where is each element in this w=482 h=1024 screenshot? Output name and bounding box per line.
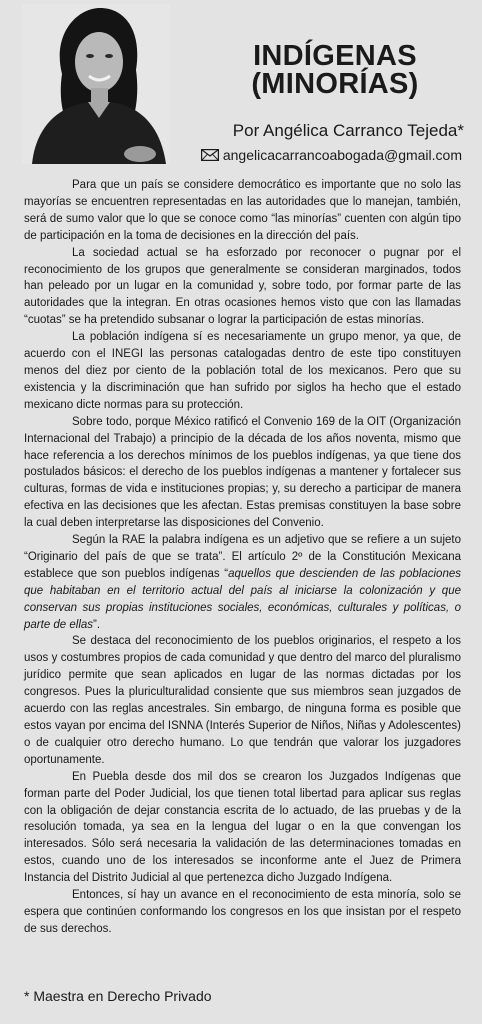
column-title [200, 42, 470, 98]
paragraph-7: En Puebla desde dos mil dos se crearon los Juzgados Indígenas que forman parte del Poder Judicial, los que tienen total libertad para aplicar sus reglas con la obligación de dejar constancia escrita de lo actuado, de las pruebas y de la resolución tomada, ya sea en la lengua del lugar o en la que convengan los interesados. Sólo será necesaria la validación de las determinaciones tomadas en estos, cuando uno de los interesados se inconforme ante el Juez de Primera Instancia del Distrito Judicial al que pertenezca dicho Juzgado Indígena. [24, 770, 461, 885]
paragraph-2: La sociedad actual se ha esforzado por reconocer o pugnar por el reconocimiento de los grupos que generalmente se consideran marginados, todos han peleado por un lugar en la comunidad y, sobre todo, por formar parte de las autoridades que la integran. En otras ocasiones hemos visto que con las llamadas “cuotas” se ha pretendido subsanar o lograr la participación de estas minorías. [24, 246, 461, 327]
author-photo [22, 4, 170, 164]
paragraph-5-tail: ”. [93, 618, 101, 631]
title-line-1: INDÍGENAS [253, 40, 417, 72]
constitution-quote: aquellos que descienden de las poblaciones que habitaban en el territorio actual del país al iniciarse la colonización y que conservan sus propias instituciones sociales, económicas, culturales y políticas, o parte de ellas [24, 567, 461, 631]
author-byline: Por Angélica Carranco Tejeda* [232, 121, 464, 140]
paragraph-4: Sobre todo, porque México ratificó el Convenio 169 de la OIT (Organización Internacional del Trabajo) a principio de la década de los años noventa, mismo que hace referencia a los derechos mínimos de los pueblos indígenas, ya que tiene dos postulados básicos: el derecho de los pueblos indígenas a mantener y fortalecer sus culturas, formas de vida e instituciones propias; y, su derecho a participar de manera efectiva en las decisiones que les afectan. Estas premisas constituyen la base sobre la cual deben interpretarse las disposiciones del Convenio. [24, 415, 461, 530]
author-email[interactable]: angelicacarrancoabogada@gmail.com [222, 147, 462, 163]
column-header [0, 0, 482, 168]
paragraph-1: Para que un país se considere democrático es importante que no solo las mayorías se encuentren representadas en las autoridades que lo manejan, también, será de sumo valor que lo que se conoce como “las minorías” cuenten con algún tipo de participación en la toma de decisiones en la dirección del país. [24, 179, 461, 242]
author-footnote: * Maestra en Derecho Privado [24, 988, 212, 1004]
author-portrait [22, 4, 170, 164]
paragraph-3: La población indígena sí es necesariamente un grupo menor, ya que, de acuerdo con el INEGI las personas catalogadas dentro de este tipo constituyen menos del diez por ciento de la población total de los mexicanos. Pero que su existencia y la discriminación que han sufrido por siglos ha hecho que el estado mexicano dicte normas para su protección. [24, 331, 461, 411]
paragraph-8: Entonces, sí hay un avance en el reconocimiento de esta minoría, solo se espera que continúen conformando los congresos en los que insistan por el respeto de sus derechos. [24, 889, 461, 935]
paragraph-5 [24, 532, 461, 633]
article-body [24, 177, 461, 938]
envelope-icon [201, 149, 219, 161]
paragraph-6: Se destaca del reconocimiento de los pueblos originarios, el respeto a los usos y costumbres propios de cada comunidad y que dentro del marco del pluralismo jurídico permite que sean aplicados en lugar de las normas dictadas por los congresos. Pues la pluriculturalidad consiente que sus miembros sean juzgados de acuerdo con las reglas ancestrales. Sin embargo, de ninguna forma es posible que estos vayan por encima del ISNNA (Interés Superior de Niños, Niñas y Adolescentes) o de cualquier otro derecho humano. Lo que tendrán que valorar los juzgadores oportunamente. [24, 635, 461, 766]
title-line-2: (MINORÍAS) [251, 68, 419, 100]
paragraph-5-lead: Según la RAE la palabra indígena es un adjetivo que se refiere a un sujeto “Originario del país de que se trata”. El artículo 2º de la Constitución Mexicana establece que son pueblos indígenas “ [24, 534, 461, 580]
author-email-row [201, 147, 462, 163]
